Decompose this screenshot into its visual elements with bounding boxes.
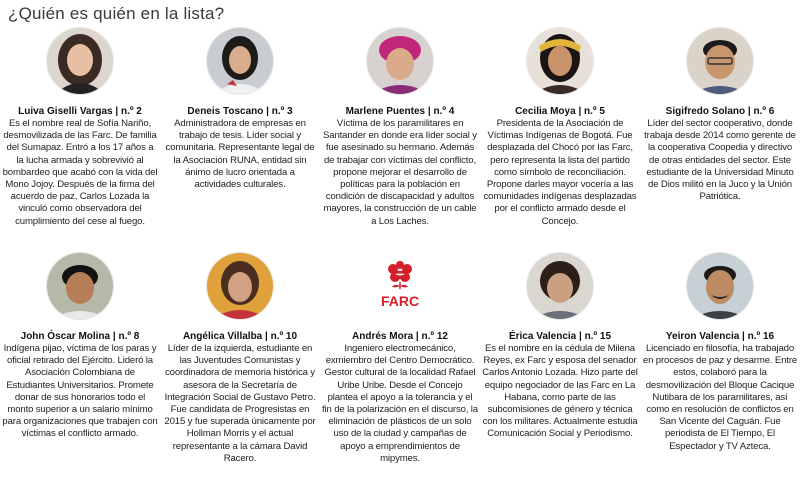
candidate-card: [0, 253, 160, 441]
candidate-card: [640, 28, 800, 203]
candidate-description: Licenciado en filosofía, ha trabajado en procesos de paz y desarme. Entre estos, colaboró para la desmovilización del Bloque Cacique Nutibara de los paramilitares, así como en resolución de conflictos en San Vicente del Caguán. Fue periodista de El Tiempo, El Espectador y TV Azteca.: [642, 343, 798, 452]
candidate-name: Cecilia Moya | n.º 5: [515, 106, 605, 117]
candidate-name: Marlene Puentes | n.º 4: [345, 106, 455, 117]
portrait-photo: [47, 28, 113, 94]
farc-logo-text: FARC: [380, 293, 420, 309]
candidate-description: Líder de la izquierda, estudiante en las Juventudes Comunistas y coordinadora de memoria histórica y asesora de la Secretaría de Integración Social de Gustavo Petro. Fue candidata de Progresistas en 2015 y fue superada únicamente por Hollman Morris y el actual representante a la cámara David Racero.: [164, 343, 316, 464]
candidate-description: Indígena pijao, víctima de los paras y oficial retirado del Ejército. Lideró la Asociación Colombiana de Estudiantes Universitarios. Promete donar de sus honorarios todo el monto superior a un salario mínimo para organizaciones que trabajen con víctimas el conflicto armado.: [2, 343, 158, 440]
candidate-card: [480, 253, 640, 441]
candidate-card: [0, 28, 160, 228]
portrait-photo: [207, 28, 273, 94]
portrait-photo: [687, 28, 753, 94]
candidate-name: Angélica Villalba | n.º 10: [182, 331, 298, 342]
portrait-photo: [687, 253, 753, 319]
portrait-photo: [527, 28, 593, 94]
candidate-card: [640, 253, 800, 453]
candidate-name: Deneis Toscano | n.º 3: [187, 106, 293, 117]
candidate-name: Érica Valencia | n.º 15: [508, 331, 612, 342]
candidate-name: Sigifredo Solano | n.º 6: [665, 106, 775, 117]
candidate-card: [480, 28, 640, 228]
page-title: ¿Quién es quién en la lista?: [8, 4, 225, 23]
candidate-name: Luiva Giselli Vargas | n.º 2: [18, 106, 142, 117]
candidate-description: Ingeniero electromecánico, exmiembro del Centro Democrático. Gestor cultural de la localidad Rafael Uribe Uribe. Desde el Concejo plantea el apoyo a la tolerancia y el fin de la polarización en el discurso, la eliminación de plásticos de un solo uso de la ciudad y campañas de apoyo a emprendimientos de mipymes.: [322, 343, 478, 464]
candidate-description: Es el nombre en la cédula de Milena Reyes, ex Farc y esposa del senador Carlos Antonio Lozada. Hizo parte del equipo negociador de las Farc en La Habana, como parte de las subcomisiones de género y técnica con los militares. Actualmente estudia Comunicación Social y Periodismo.: [482, 343, 638, 440]
candidate-description: Líder del sector cooperativo, donde trabaja desde 2014 como gerente de la cooperativa Coopedia y directivo de otras entidades del sector. Este estudiante de la Universidad Minuto de Dios militó en la Juco y la Unión Patriótica.: [644, 118, 796, 203]
candidate-grid: [0, 28, 800, 479]
candidate-description: Administradora de empresas en trabajo de tesis. Líder social y comunitaria. Representante legal de la Asociación RUNA, entidad sin ánimo de lucro orientada a actividades culturales.: [165, 118, 315, 191]
portrait-photo: [367, 28, 433, 94]
candidate-card: [160, 253, 320, 465]
candidate-card: [320, 28, 480, 228]
portrait-photo: [47, 253, 113, 319]
portrait-photo: [207, 253, 273, 319]
candidate-name: Yeiron Valencia | n.º 16: [665, 331, 775, 342]
candidate-card: [160, 28, 320, 191]
candidate-name: John Óscar Molina | n.º 8: [20, 331, 140, 342]
candidate-description: Víctima de los paramilitares en Santander en donde era líder social y fue asesinado su hermano. Además de trabajar con víctimas del conflicto, propone mejorar el desarrollo de políticas para la población en condición de discapacidad y adultos mayores, la construcción de un cable a Los Laches.: [323, 118, 477, 227]
farc-rose-logo: [367, 253, 433, 319]
portrait-photo: [527, 253, 593, 319]
candidate-name: Andrés Mora | n.º 12: [352, 331, 448, 342]
candidate-card: [320, 253, 480, 465]
candidate-description: Es el nombre real de Sofía Nariño, desmovilizada de las Farc. De familia del Sumapaz. Entró a los 17 años a la lucha armada y sobrevivió al bombardeo que acabó con la vida del Mono Jojoy. Después de la firma del acuerdo de paz, Carlos Lozada la vinculó como observadora del cumplimiento del cese al fuego.: [2, 118, 158, 227]
candidate-description: Presidenta de la Asociación de Víctimas Indígenas de Bogotá. Fue desplazada del Chocó por las Farc, pero representa la lista del partido como símbolo de reconciliación. Propone darles mayor vocería a las comunidades indígenas desplazadas por el conflicto armado desde el Concejo.: [483, 118, 637, 227]
